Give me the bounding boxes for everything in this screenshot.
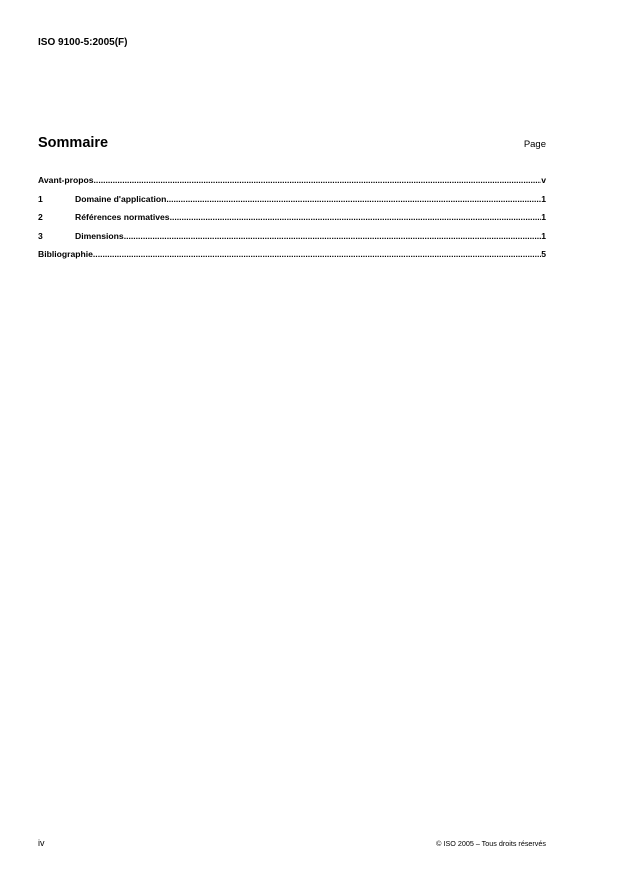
toc-entry-domaine-application[interactable] [38,194,546,213]
toc-entry-title: Dimensions [75,230,124,241]
toc-entry-dimensions[interactable] [38,231,546,250]
toc-entry-title: Bibliographie [38,249,93,259]
toc-entry-page: 1 [541,230,546,241]
table-of-contents [38,175,546,268]
footer-copyright: © ISO 2005 – Tous droits réservés [436,839,546,848]
toc-entry-number: 3 [38,230,43,241]
toc-heading [38,135,546,151]
toc-entry-page: 1 [541,212,546,222]
toc-entry-page: 5 [541,249,546,259]
toc-page-column-label: Page [523,139,546,150]
toc-entry-avant-propos[interactable] [38,175,546,194]
toc-entry-page: 1 [541,193,546,204]
toc-entry-number: 1 [38,193,43,204]
toc-entry-title: Avant-propos [38,175,94,185]
toc-entry-page: v [541,175,546,185]
toc-entry-number: 2 [38,212,43,222]
toc-dot-leader [93,249,541,259]
document-id: ISO 9100-5:2005(F) [38,37,128,48]
footer-page-number: iv [38,838,45,848]
toc-dot-leader [170,212,542,222]
toc-entry-title: Références normatives [75,212,170,222]
toc-entry-bibliographie[interactable] [38,249,546,268]
toc-dot-leader [124,231,542,241]
toc-entry-references-normatives[interactable] [38,212,546,231]
toc-dot-leader [94,175,542,185]
toc-dot-leader [166,194,541,204]
toc-entry-title: Domaine d'application [75,193,167,204]
toc-title: Sommaire [38,135,109,151]
page-footer [38,838,546,848]
